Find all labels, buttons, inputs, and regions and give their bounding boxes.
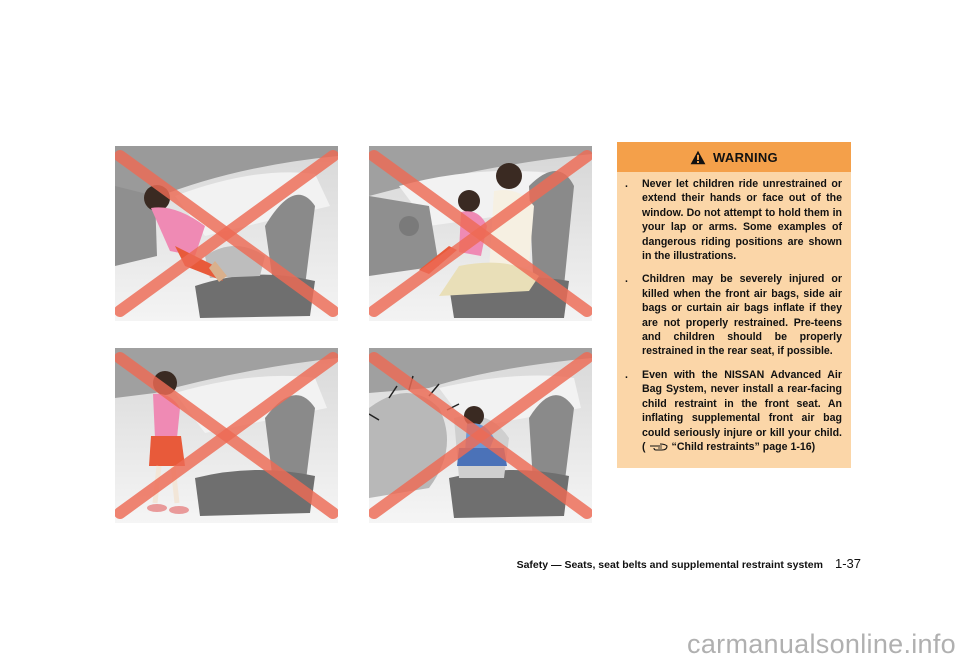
section-title: Safety — Seats, seat belts and supplemental restraint system (516, 559, 823, 571)
bullet: . (625, 178, 628, 190)
page-footer (489, 556, 861, 571)
warning-item (625, 272, 842, 358)
page-number: 1-37 (834, 556, 861, 571)
bullet: . (625, 273, 628, 286)
warning-item (625, 368, 842, 454)
warning-item (625, 177, 842, 263)
warning-item-text: Never let children ride unrestrained or extend their hands or face out of the window. Do not attempt to hold them in your lap or arms. Some examples of dangerous riding positions are shown in the illustrations. (642, 178, 842, 263)
pointing-hand-icon (649, 441, 669, 452)
warning-item-text: Children may be severely injured or killed when the front air bags, side air bags or curtain air bags inflate if they are not properly restrained. Pre-teens and children should be properly restrained in the rear seat, if possible. (642, 273, 842, 358)
warning-triangle-icon (690, 150, 706, 165)
bullet: . (625, 368, 628, 381)
warning-item-text-main: Even with the NISSAN Advanced Air Bag System, never install a rear-facing child restraint in the front seat. An inflating supplemental front air bag could seriously injure or kill your child. ( (642, 368, 842, 453)
reference-link[interactable]: “Child restraints” page 1-16) (671, 440, 816, 453)
watermark: carmanualsonline.info (687, 629, 956, 659)
warning-item-text (642, 368, 842, 454)
illustration-child-out-window (115, 146, 338, 321)
warning-title: WARNING (713, 149, 778, 165)
warning-header (617, 142, 851, 172)
illustration-child-on-lap (369, 146, 592, 321)
illustration-rear-facing-airbag (369, 348, 592, 523)
warning-box (617, 142, 851, 468)
illustration-child-standing (115, 348, 338, 523)
warning-list (617, 172, 851, 454)
